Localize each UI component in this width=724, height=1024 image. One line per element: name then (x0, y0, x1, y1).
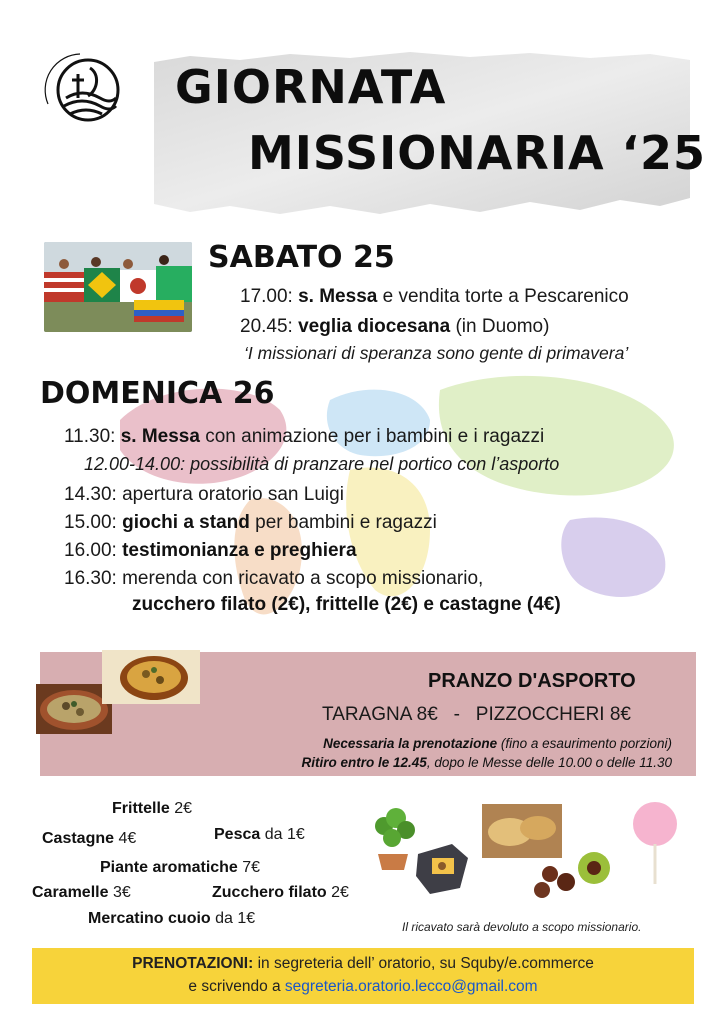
saturday-title: SABATO 25 (208, 240, 395, 275)
cotton-candy-picture (633, 802, 677, 884)
saturday-item-2: 20.45: veglia diocesana (in Duomo) (240, 316, 550, 337)
stand-item-piante: Piante aromatiche 7€ (100, 859, 261, 876)
stand-items-photos (360, 796, 700, 916)
sunday-item-1: 11.30: s. Messa con animazione per i bambini e i ragazzi (64, 426, 545, 447)
stand-item-frittelle: Frittelle 2€ (112, 800, 193, 817)
leather-goods-picture (416, 844, 468, 894)
stand-item-pesca: Pesca da 1€ (214, 826, 305, 843)
merenda-prices: zucchero filato (2€), frittelle (2€) e castagne (4€) (132, 594, 561, 615)
proceeds-note: Il ricavato sarà devoluto a scopo missionario. (402, 920, 642, 934)
herb-plant-picture (375, 808, 415, 870)
saturday-quote: ‘I missionari di speranza sono gente di primavera’ (244, 343, 629, 363)
fritters-picture (482, 804, 562, 858)
sunday-lunch-note: 12.00-14.00: possibilità di pranzare nel portico con l’asporto (84, 454, 560, 474)
youth-flags-photo (44, 242, 192, 332)
sunday-item-2: 14.30: apertura oratorio san Luigi (64, 484, 344, 505)
email-link[interactable]: segreteria.oratorio.lecco@gmail.com (284, 978, 538, 995)
main-title-line-2: MISSIONARIA ‘25 (248, 126, 707, 180)
stand-item-zucchero: Zucchero filato 2€ (212, 884, 349, 901)
stand-item-cuoio: Mercatino cuoio da 1€ (88, 910, 256, 927)
saturday-item-1: 17.00: s. Messa e vendita torte a Pescarenico (240, 286, 629, 307)
sunday-item-3: 15.00: giochi a stand per bambini e ragazzi (64, 512, 437, 533)
main-title-line-1: GIORNATA (175, 60, 447, 114)
stand-item-caramelle: Caramelle 3€ (32, 884, 131, 901)
pastoral-community-logo (40, 46, 122, 128)
chestnuts-picture (534, 852, 610, 898)
taragna-dish-photo (102, 650, 200, 704)
pizzoccheri-dish-photo (36, 684, 112, 734)
sunday-title: DOMENICA 26 (40, 376, 275, 411)
sunday-item-4: 16.00: testimonianza e preghiera (64, 540, 357, 561)
sunday-item-5: 16.30: merenda con ricavato a scopo missionario, (64, 568, 484, 589)
reservations-line-2: e scrivendo a segreteria.oratorio.lecco@gmail.com (188, 978, 538, 995)
stand-item-castagne: Castagne 4€ (42, 830, 137, 847)
takeaway-lunch-menu: TARAGNA 8€ - PIZZOCCHERI 8€ (322, 704, 631, 725)
reservation-note: Necessaria la prenotazione (fino a esaurimento porzioni) (323, 736, 672, 751)
reservations-line-1: PRENOTAZIONI: in segreteria dell’ oratorio, su Squby/e.commerce (132, 955, 594, 972)
takeaway-lunch-title: PRANZO D'ASPORTO (428, 670, 636, 692)
pickup-note: Ritiro entro le 12.45, dopo le Messe delle 10.00 o delle 11.30 (301, 755, 672, 770)
